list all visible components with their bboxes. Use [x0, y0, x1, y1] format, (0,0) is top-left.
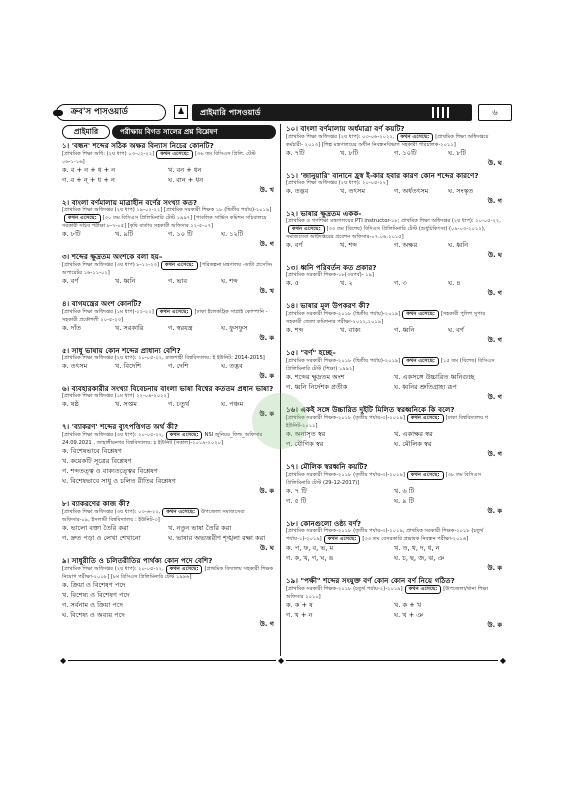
brand-title: ক্রব'স পাসওয়ার্ড — [56, 104, 166, 121]
option: ক. ৫ — [286, 279, 300, 288]
appeared-tag: কথন এসেছে: — [64, 214, 101, 223]
question-item — [286, 209, 502, 261]
question-text — [286, 576, 502, 585]
source-text-extra: [প্রাথমিক বিদ্যালয় সহকারী শিক্ষক নিয়োগ পরীক্ষা-২০০৮] [৮ম বিসিএস প্রিলিমিনারি টেস্ট ১৯৯৬] — [62, 565, 274, 580]
question-stem: বাংলা বর্ণমালায় মাত্রাহীন বর্ণের সংখ্যা কত? — [71, 197, 198, 207]
question-item — [62, 198, 274, 250]
question-item — [62, 499, 274, 554]
source-text-extra: [ঢাকা বিশ্ববিদ্যালয় গ ইউনিট-২০১১] — [286, 415, 489, 430]
answer: উ. ক — [259, 372, 274, 381]
question-text — [286, 519, 502, 528]
source-text-extra: [৩৩ তম (বিশেষ) বিসিএস প্রিলিমিনারি টেস্ট (শুধুচিকিৎসা) (০৯-০৩-২০১২), সমাজসেবা অধিদপ্তরের প্রবেশন অফিসার-০৭.০৬.২০১৫] — [286, 226, 486, 241]
option: গ. দ্রুত পড়া ও লেখা শেখানো — [62, 533, 141, 542]
source-text: [প্রাথমিক শিক্ষা অধিদপ্তর (৩য় ধাপ): ২০-০৫-২২, — [62, 432, 164, 439]
option: ঘ. ধ্বনির শ্রুতিগ্রাহ্য রূপ — [394, 383, 457, 392]
question-text — [62, 252, 274, 261]
source-citation — [62, 150, 274, 166]
option: খ. ৯টি — [115, 230, 134, 239]
options — [62, 277, 274, 297]
question-item — [286, 519, 502, 574]
option: গ. ৫ টি — [286, 497, 307, 506]
option: গ. ৩ — [394, 279, 407, 288]
options — [286, 187, 502, 207]
question-stem: ভাষার ক্ষুদ্রতম একক- — [300, 209, 362, 219]
option: ক. বর্ণ — [62, 277, 79, 286]
question-stem: মৌলিক স্বরধ্বনি কয়টি? — [300, 461, 368, 471]
source-citation — [62, 565, 274, 581]
option: ঘ. ১২টি — [221, 230, 244, 239]
source-citation — [62, 508, 274, 524]
source-citation — [286, 133, 502, 149]
source-citation — [286, 310, 502, 326]
question-item — [62, 422, 274, 497]
option: গ. শব্দতত্ত্ব ও বাক্যতত্ত্বের বিশ্লেষণ — [62, 467, 158, 476]
question-number: ৮। — [62, 498, 70, 508]
options — [62, 524, 274, 554]
option: খ. তৎসম — [340, 187, 366, 196]
question-number: ১০। — [286, 124, 298, 133]
question-number: ৪। — [62, 298, 70, 308]
options — [62, 230, 274, 250]
appeared-tag: কথন এসেছে: — [166, 431, 203, 440]
header-title: প্রাইমারি পাসওয়ার্ড — [200, 108, 261, 117]
source-text: [প্রাথমিক শিক্ষা অধিদপ্তর (২য় ধাপ): ২০-০৫-২২, রাজশাহী বিশ্ববিদ্যালয়: ই ইউনিট: 2014-2015] — [62, 355, 265, 362]
option: ঘ. বান + ধন — [168, 176, 204, 185]
option: ঘ. পঞ্চম — [221, 400, 244, 409]
source-text: [প্রাথমিক সরকারী শিক্ষক-১৮(৩য়পর্ব)- ১৯] — [286, 272, 374, 279]
question-number: ১২। — [286, 209, 298, 219]
question-item — [286, 462, 502, 517]
question-number: ২। — [62, 197, 70, 207]
question-number: ১১। — [286, 171, 298, 181]
source-text-extra: NSI জুনিয়র_ফিল্ড_অফিসার 24.09.2021 , জাহাঙ্গীরনগর বিশ্ববিদ্যালয়: চ ইউনিট (সকাল)-২০১৯-২০২০] — [62, 432, 263, 447]
answer: উ. গ — [487, 393, 502, 402]
options — [62, 362, 274, 382]
question-stem: ভাষার মূল উপকরণ কী? — [300, 301, 370, 311]
appeared-tag: কথন এসেছে: — [407, 414, 444, 423]
option: গ. ধ্বনি নির্দেশক প্রতীক — [286, 383, 348, 392]
question-stem: 'ব্যাকরণ' শব্দের ব্যুৎপত্তিগত অর্থ কী? — [71, 422, 179, 431]
question-text — [286, 124, 502, 133]
option: ঘ. বিশেষভাবে সাধু ও চলিত রীতির বিশ্লেষণ — [62, 476, 176, 485]
options — [62, 166, 274, 196]
question-text — [286, 405, 502, 414]
option: খ. ত, থ, দ, ধ, ন — [394, 544, 440, 553]
question-number: ৬। — [62, 383, 70, 393]
options — [286, 279, 502, 299]
section-badge: প্রাইমারি — [62, 125, 110, 139]
option: খ. ধ্বনি — [115, 277, 136, 286]
answer: উ. গ — [259, 240, 274, 249]
answer: উ. খ — [259, 186, 274, 195]
option: ঘ. চ, ছ, জ, ঝ, ঞ — [394, 553, 445, 562]
option: ক. তদ্ভব — [286, 187, 309, 196]
option: ক. ভালো বক্তা তৈরি করা — [62, 523, 129, 532]
appeared-tag: কথন এসেছে: — [162, 508, 199, 517]
question-stem: 'জানুয়ারি' বানানে হ্রস্ব ই-কার হবার কারণ কোন শব্দের কারণে? — [300, 171, 479, 181]
option: গ. অর্ধতৎসম — [394, 187, 429, 196]
diamond-icon: ◆ — [60, 656, 67, 665]
option: খ. ক + খ — [394, 600, 422, 609]
question-stem: ধ্বনি পরিবর্তন কত প্রকার? — [300, 263, 377, 273]
option: খ. একাক্ষর স্বর — [394, 430, 433, 439]
option: ক. ৭টি — [286, 149, 305, 158]
section-title: পরীক্ষায় বিগত সালের প্রশ্ন বিশ্লেষণ — [112, 125, 276, 139]
source-citation — [62, 308, 274, 324]
option: ঘ. ৮টি — [448, 149, 467, 158]
option: গ. খ + ন — [286, 610, 313, 619]
answer: উ. ঘ — [487, 251, 502, 260]
source-citation — [62, 431, 274, 447]
question-number: ৩। — [62, 251, 70, 261]
diamond-icon: ◆ — [499, 656, 506, 665]
option: খ. নতুন ভাষা তৈরি করা — [168, 523, 232, 532]
question-number: ১৭। — [286, 461, 298, 471]
question-item — [62, 384, 274, 420]
question-text — [286, 263, 502, 272]
source-citation — [62, 355, 274, 362]
option: ক. তৎসম — [62, 362, 88, 371]
source-text-extra: [৩৮ তম বিসিএস প্রিলিমিনারি টেস্ট (29-12-2017)] — [286, 472, 482, 487]
options — [286, 373, 502, 403]
option: ঘ. ধ্বনি — [448, 241, 469, 250]
question-number: ৫। — [62, 345, 70, 355]
option: ক. ৮টি — [62, 230, 81, 239]
source-text: [প্রাথমিক সরকারী শিক্ষক-২০১৮ (তৃতীয় পর্যায়-৩)-২০১৯] — [286, 472, 405, 479]
question-stem: ব্যবহারকারীর সংখ্যা বিবেচনায় বাংলা ভাষা বিশ্বের কততম প্রধান ভাষা? — [71, 383, 274, 393]
watermark-logo — [252, 393, 308, 449]
question-text — [62, 499, 274, 508]
question-stem: ব্যাকরণের কাজ কী? — [71, 498, 130, 508]
question-number: ১৬। — [286, 405, 298, 414]
option: গ. ক, খ, গ, ঘ, ঙ — [286, 553, 334, 562]
column-divider — [280, 124, 281, 656]
option: ক. দাঁত — [62, 324, 82, 333]
answer: উ. ঘ — [487, 159, 502, 168]
question-text — [62, 346, 274, 355]
source-citation — [286, 180, 502, 187]
option: খ. কয়েকটি সূত্রের বিশ্লেষণ — [62, 457, 132, 466]
source-text: [প্রাথমিক সরকারী শিক্ষক-২০১৮ (তৃতীয় পর্যায়-৩)-২০১৯, প্রাথমিক সরকারী শিক্ষক-২০১৮ (চতুর্থ পর্যায়-১)-২০১৯] — [286, 528, 484, 543]
option: খ. বিশেষ্য ও বিশেষণ পদে — [62, 590, 130, 599]
question-text — [62, 198, 274, 207]
option: খ. ৮টি — [340, 149, 359, 158]
option: গ. ১০টি — [394, 149, 417, 158]
option: গ. যৌগিক স্বর — [286, 440, 324, 449]
person-icon: ♟ — [174, 105, 188, 119]
source-text-extra: [পরিকল্পনা মন্ত্রণালয় -ডাটা প্রসেসিং অপারেটর ১৬-১১-০২] — [62, 262, 273, 277]
source-text: [প্রাথমিক শিক্ষা অধিদপ্তর (৩য় ধাপ) ৮-১২-২৩] — [62, 262, 160, 269]
option: খ. বাক্য — [340, 326, 361, 335]
answer: উ. গ — [259, 620, 274, 629]
question-stem: শব্দের ক্ষুদ্রতম অংশকে বলা হয়– — [71, 251, 163, 261]
option: খ. সরকারি — [115, 324, 144, 333]
source-citation — [62, 261, 274, 277]
question-text — [62, 422, 274, 431]
question-number: ১৫। — [286, 348, 298, 358]
answer: উ. গ — [487, 197, 502, 206]
question-item — [286, 348, 502, 403]
option: ঘ. ফুসফুস — [221, 324, 248, 333]
question-text — [62, 141, 274, 150]
source-text-extra: [১৫ তম (বিশেষ) বিসিএস প্রিলিমিনারি টেস্ট (শিক্ষা) ১৯৯২] — [286, 358, 495, 373]
appeared-tag: কথন এসেছে: — [405, 585, 442, 594]
question-item — [62, 252, 274, 297]
footer-rule — [58, 656, 508, 666]
question-item — [286, 405, 502, 460]
answer: উ. ক — [487, 506, 502, 515]
question-stem: 'বন্ধন' শব্দের সঠিক অক্ষর বিন্যাস নিচের কোনটি? — [71, 141, 214, 150]
option: ঘ. তদ্ভব — [221, 362, 243, 371]
option: খ. বন + ধন — [168, 166, 202, 175]
option: ঘ. বিশেষ্য ও অব্যয় পদে — [62, 610, 125, 619]
appeared-tag: কথন এসেছে: — [156, 308, 193, 317]
option: ঘ. শব্দ — [221, 277, 238, 286]
question-item — [286, 263, 502, 299]
option: গ. স্বরযন্ত্র — [168, 324, 193, 333]
question-number: ১৪। — [286, 301, 298, 311]
option: গ. ভাব — [168, 277, 188, 286]
option: ঘ. ৪ — [448, 279, 461, 288]
source-text-extra: উপজেলা সমাজসেবা অফিসার-০৯, ইসলামী বিশ্ববিদ্যালয় : ইউনিট-৩] — [62, 508, 245, 523]
answer: উ. খ — [259, 287, 274, 296]
question-text — [286, 301, 502, 310]
option: গ. ব + ন্ + ধ + ন — [62, 176, 115, 185]
appeared-tag: কথন এসেছে: — [161, 261, 198, 270]
source-citation — [62, 393, 274, 400]
option: ক. শব্দের ক্ষুদ্রতম অংশ — [286, 373, 345, 382]
option: খ. সপ্তম — [115, 400, 137, 409]
source-text: [প্রাথমিক সরকারী শিক্ষক-২০১৮ (চতুর্থ পর্যায়-২)-২০১৯] — [286, 585, 403, 592]
option: ঘ. বর্ণ — [448, 326, 464, 335]
source-text: [প্রাথমিক শিক্ষা অধিদপ্তর (৩য় ধাপ): ০৩-৬-২২, — [62, 508, 161, 515]
option: গ. ১০ টি — [168, 230, 193, 239]
question-stem: বাগযন্ত্রের অংশ কোনটি? — [71, 298, 142, 308]
source-text: [প্রাথমিক শিক্ষা অধিদপ্তর (২য় ধাপ) ১৯-০২-২২] [প্রাথমিক সরকারী শিক্ষক ১৮ (দ্বিতীয় পর্যায়)-২০১৯] — [62, 207, 272, 214]
question-text — [286, 348, 502, 357]
answer: উ. ক — [259, 334, 274, 343]
options — [62, 324, 274, 344]
option: ঘ. ৯ টি — [394, 497, 415, 506]
appeared-tag: কথন এসেছে: — [324, 535, 361, 544]
option: খ. ৬ টি — [394, 487, 415, 496]
option: ক. অনাসৃত স্বর — [286, 430, 326, 439]
answer: উ. গ — [487, 450, 502, 459]
options — [62, 447, 274, 496]
source-citation — [62, 207, 274, 230]
options — [286, 544, 502, 574]
diamond-icon: ◆ — [278, 656, 285, 665]
question-stem: "পক্ষী" শব্দের সংযুক্ত বর্ণ কোন কোন বর্ণ নিয়ে গঠিত? — [300, 575, 455, 585]
answer: উ. ঘ — [259, 543, 274, 552]
answer: উ. গ — [487, 289, 502, 298]
source-text-extra: [প্রাথমিক শিক্ষা অধিদপ্তরে কর্মচারী- ২০১৩] [শিল্প মন্ত্রণালয়ের অধীন নিবন্ধনবিভাগ সহকারী পরিচালক-২০১১] — [286, 134, 489, 149]
question-number: ১৩। — [286, 263, 298, 273]
source-text-extra: [৩০ তম বিসিএস প্রিলিমিনারি টেস্ট ১৯৯৭] [পাবলিক সার্ভিস কমিশন সচিবালয়ে সরকারী সচিব পরীক্ষা ৮-৭-০৫] [কৃষি বার্তায় সহকারী অফিসার ২২-৫-০৭] — [62, 215, 267, 230]
option: খ. বিদেশি — [115, 362, 141, 371]
appeared-tag: কথন এসেছে: — [166, 565, 203, 574]
answer: উ. ক — [487, 620, 502, 629]
source-citation — [286, 357, 502, 373]
option: খ. একসঙ্গে উচ্চারিত ধ্বনিগুচ্ছ — [394, 373, 475, 382]
source-text: [প্রাথমিক শিক্ষা অধিদপ্তর (২য় ধাপ): ০৩-০৬-২০২২, — [286, 134, 395, 141]
question-item — [286, 301, 502, 346]
question-stem: বাংলা বর্ণমালায় অর্ধমাত্রা বর্ণ কয়টি? — [300, 124, 405, 133]
source-text: [প্রাথমিক শিক্ষা অধিদপ্তর (২য় ধাপ): ২০-০৫-২২, — [62, 565, 164, 572]
options — [286, 149, 502, 169]
page-header — [56, 104, 512, 121]
option: ক. ক্রিয়া ও বিশেষণ পদে — [62, 580, 126, 589]
section-header — [62, 125, 277, 139]
question-number: ১। — [62, 141, 70, 150]
appeared-tag: কথন এসেছে: — [407, 471, 444, 480]
question-stem: কোনগুলো ওষ্ঠ্য বর্ণ? — [300, 518, 362, 528]
appeared-tag: কথন এসেছে: — [402, 310, 439, 319]
left-column — [62, 141, 274, 653]
source-text: [প্রাথমিক শিক্ষা অধি: (২য় ধাপ) ০৩-০২-২২] — [62, 151, 155, 158]
source-citation — [286, 272, 502, 279]
option: ঘ. খ + ঞ — [394, 610, 424, 619]
option: ক. ষষ্ঠ — [62, 400, 79, 409]
answer: উ. ক — [259, 410, 274, 419]
option: ক. বিশেষভাবে বিশ্লেষণ — [62, 447, 122, 456]
answer: উ. ক — [259, 486, 274, 495]
question-text — [286, 462, 502, 471]
option: ক. শব্দ — [286, 326, 304, 335]
question-number: ৯। — [62, 555, 70, 565]
source-text-extra: [সহকারী পুলিশ সুপার সহকারী জেলা কমিশনার পরীক্ষা-২০১২,২০১৯] — [286, 311, 486, 326]
question-text — [286, 209, 502, 218]
header-bar — [192, 104, 472, 121]
option: ঘ. মৌলিক স্বর — [394, 440, 432, 449]
question-number: ১৯। — [286, 575, 298, 585]
source-text: [প্রাথমিক সরকারী শিক্ষক-২০১৮ (দ্বিতীয় পর্যায়)-২০১৯] — [286, 311, 401, 318]
question-number: ৭। — [62, 422, 70, 431]
option: গ. ধ্বনি — [394, 326, 415, 335]
source-text: [প্রাথমিক ও গণশিক্ষা মন্ত্রণালয়ের PTI instructor-১৮; প্রাথমিক শিক্ষা অধিদপ্তর (২য় ধাপ): ২০-০৫-২২, — [286, 218, 501, 225]
option: ক. ৭ টি — [286, 487, 307, 496]
question-stem: "বর্ণ" হচ্ছে– — [300, 348, 336, 358]
option: গ. অক্ষর — [394, 241, 418, 250]
option: ক. ক + ষ — [286, 600, 313, 609]
question-item — [286, 171, 502, 207]
source-citation — [286, 218, 502, 241]
options — [62, 581, 274, 630]
question-stem: একই সঙ্গে উচ্চারিত দুইটি মিলিত স্বরধ্বনিকে কি বলে? — [300, 405, 455, 414]
source-text: [প্রাথমিক সরকারী শিক্ষক-২০১৮ (দ্বিতীয় পর্যায়)-২০১৯] — [286, 358, 401, 365]
options — [286, 487, 502, 517]
bars-icon — [432, 107, 466, 118]
options — [286, 430, 502, 460]
question-item — [62, 346, 274, 382]
source-text: [প্রাথমিক শিক্ষা অধিদপ্তর (১ম ধাপ) ২২-০৪-২০২২] — [62, 393, 169, 400]
options — [286, 601, 502, 631]
question-stem: সাধু ভাষায় কোন শব্দের প্রাধান্য বেশি? — [71, 345, 181, 355]
option: ঘ. সংস্কৃত — [448, 187, 474, 196]
option: খ. ২ — [340, 279, 353, 288]
page-number: ৬ — [478, 104, 512, 121]
source-text: [প্রাথমিক সরকারী শিক্ষক-২০১৮ (তৃতীয় পর্যায়-৩)-২০১৯] — [286, 415, 405, 422]
option: গ. সর্বনাম ও ক্রিয়া পদে — [62, 600, 123, 609]
question-item — [286, 576, 502, 631]
question-text — [62, 556, 274, 565]
question-item — [62, 141, 274, 196]
question-number: ১৮। — [286, 518, 298, 528]
options — [286, 241, 502, 261]
source-text: [প্রাথমিক শিক্ষা অধিদপ্তর (২য় ধাপ): ২০-০৫-২২] — [286, 180, 389, 187]
answer: উ. ক — [487, 563, 502, 572]
question-stem: সাধুরীতি ও চলিতরীতির পার্থক্য কোন পদে বেশি? — [71, 555, 213, 565]
appeared-tag: কথন এসেছে: — [397, 133, 434, 142]
appeared-tag: কথন এসেছে: — [402, 357, 439, 366]
question-item — [62, 299, 274, 344]
appeared-tag: কথন এসেছে: — [156, 150, 193, 159]
source-citation — [286, 471, 502, 487]
source-text-extra: [৩৬ তম বিসিএস প্রিলি. টেস্ট ০৬-১-১৬] — [62, 151, 256, 166]
option: ক. ব + ন + ধ + ন — [62, 166, 116, 175]
source-citation — [286, 528, 502, 544]
option: গ. চতুর্থ — [168, 400, 190, 409]
options — [286, 326, 502, 346]
question-text — [286, 171, 502, 180]
answer: উ. গ — [487, 336, 502, 345]
source-text-extra: [ঢাকা ইলেকট্রিক সাপ্লাই কোম্পানি - সহকারী প্রকৌশলী ২০-৫-২৩] — [62, 309, 268, 324]
source-citation — [286, 585, 502, 601]
appeared-tag: কথন এসেছে: — [288, 225, 325, 234]
right-column — [286, 124, 502, 653]
question-text — [62, 384, 274, 393]
source-text-extra: [৩৩ তম বেসরকারি প্রভাষক নিবন্ধন পরীক্ষা-২০১৬] — [362, 536, 469, 543]
question-item — [62, 556, 274, 631]
option: ঘ. ভাষার অভ্যন্তরীণ শৃঙ্খলা রক্ষা করা — [168, 533, 266, 542]
source-citation — [286, 414, 502, 430]
question-text — [62, 299, 274, 308]
question-item — [286, 124, 502, 169]
option: গ. দেশি — [168, 362, 189, 371]
option: খ. শব্দ — [340, 241, 358, 250]
source-text: [প্রাথমিক শিক্ষা অধিদপ্তর (১ম ধাপ)-২২-২২] — [62, 309, 154, 316]
source-text-extra: [উপজেলা/থানা শিক্ষা অফিসার ২০১০] — [286, 585, 489, 600]
option: ক. বর্ণ — [286, 241, 303, 250]
options — [62, 400, 274, 420]
option: ক. প, ফ, ব, ভ, ম — [286, 544, 334, 553]
